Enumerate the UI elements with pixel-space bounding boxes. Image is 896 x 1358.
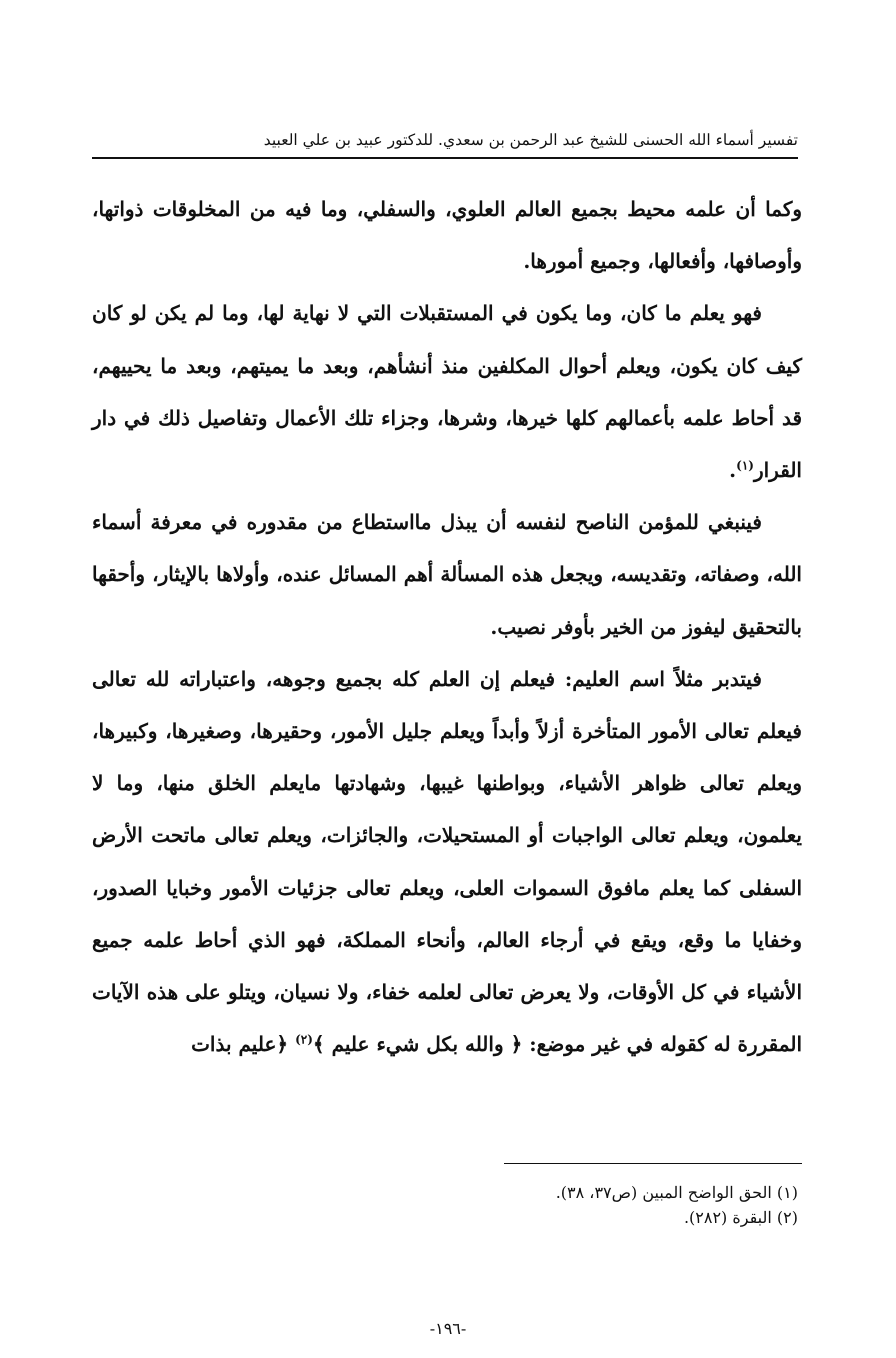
paragraph-2-end: . [729,458,737,483]
paragraph-3 [92,496,802,653]
footnote-2: (٢) البقرة (٢٨٢). [683,1208,798,1227]
body-text [92,183,802,1070]
paragraph-2 [92,287,802,496]
running-header: تفسير أسماء الله الحسنى للشيخ عبد الرحمن بن سعدي. للدكتور عبيد بن علي العبيد [263,131,798,149]
header-rule [92,157,798,159]
footnote-rule [504,1163,802,1164]
footnote-marker-1: (١) [736,458,754,473]
paragraph-4 [92,653,802,1071]
footnote-marker-2: (٢) [295,1032,313,1047]
footnotes [92,1180,798,1230]
paragraph-4-text: فيتدبر مثلاً اسم العليم: فيعلم إن العلم كله بجميع وجوهه، واعتباراته لله تعالى فيعلم تعالى الأمور المتأخرة أزلاً وأبداً ويعلم جليل الأمور، وحقيرها، وصغيرها، وكبيرها، ويعلم تعالى ظواهر الأشياء، وبواطنها غيبها، وشهادتها مايعلم الخلق منها، وما لا يعلمون، ويعلم تعالى الواجبات أو المستحيلات، والجائزات، ويعلم تعالى ماتحت الأرض السفلى كما يعلم مافوق السموات العلى، ويعلم تعالى جزئيات الأمور وخبايا الصدور، وخفايا ما وقع، ويقع في أرجاء العالم، وأنحاء المملكة، فهو الذي أحاط علمه جميع الأشياء في كل الأوقات، ولا يعرض تعالى لعلمه خفاء، ولا نسيان، ويتلو على هذه الآيات المقررة له كقوله في غير موضع: ﴿ والله بكل شيء عليم ﴾ [92,666,802,1057]
paragraph-2-text: فهو يعلم ما كان، وما يكون في المستقبلات التي لا نهاية لها، وما لم يكن لو كان كيف كان يكون، ويعلم أحوال المكلفين منذ أنشأهم، وبعد ما يميتهم، وبعد ما يحييهم، قد أحاط علمه بأعمالهم كلها خيرها، وشرها، وجزاء تلك الأعمال وتفاصيل ذلك في دار القرار [92,301,802,483]
paragraph-4-end: ﴿عليم بذات [191,1032,296,1057]
page-number: -١٩٦- [429,1319,467,1338]
paragraph-3-text: فينبغي للمؤمن الناصح لنفسه أن يبذل مااستطاع من مقدوره في معرفة أسماء الله، وصفاته، وتقديسه، ويجعل هذه المسألة أهم المسائل عنده، وأولاها بالإيثار، وأحقها بالتحقيق ليفوز من الخير بأوفر نصيب. [92,510,802,639]
footnote-1: (١) الحق الواضح المبين (ص٣٧، ٣٨). [555,1183,798,1202]
paragraph-1-text: وكما أن علمه محيط بجميع العالم العلوي، والسفلي، وما فيه من المخلوقات ذواتها، وأوصافها، وأفعالها، وجميع أمورها. [92,197,802,274]
paragraph-1 [92,183,802,287]
